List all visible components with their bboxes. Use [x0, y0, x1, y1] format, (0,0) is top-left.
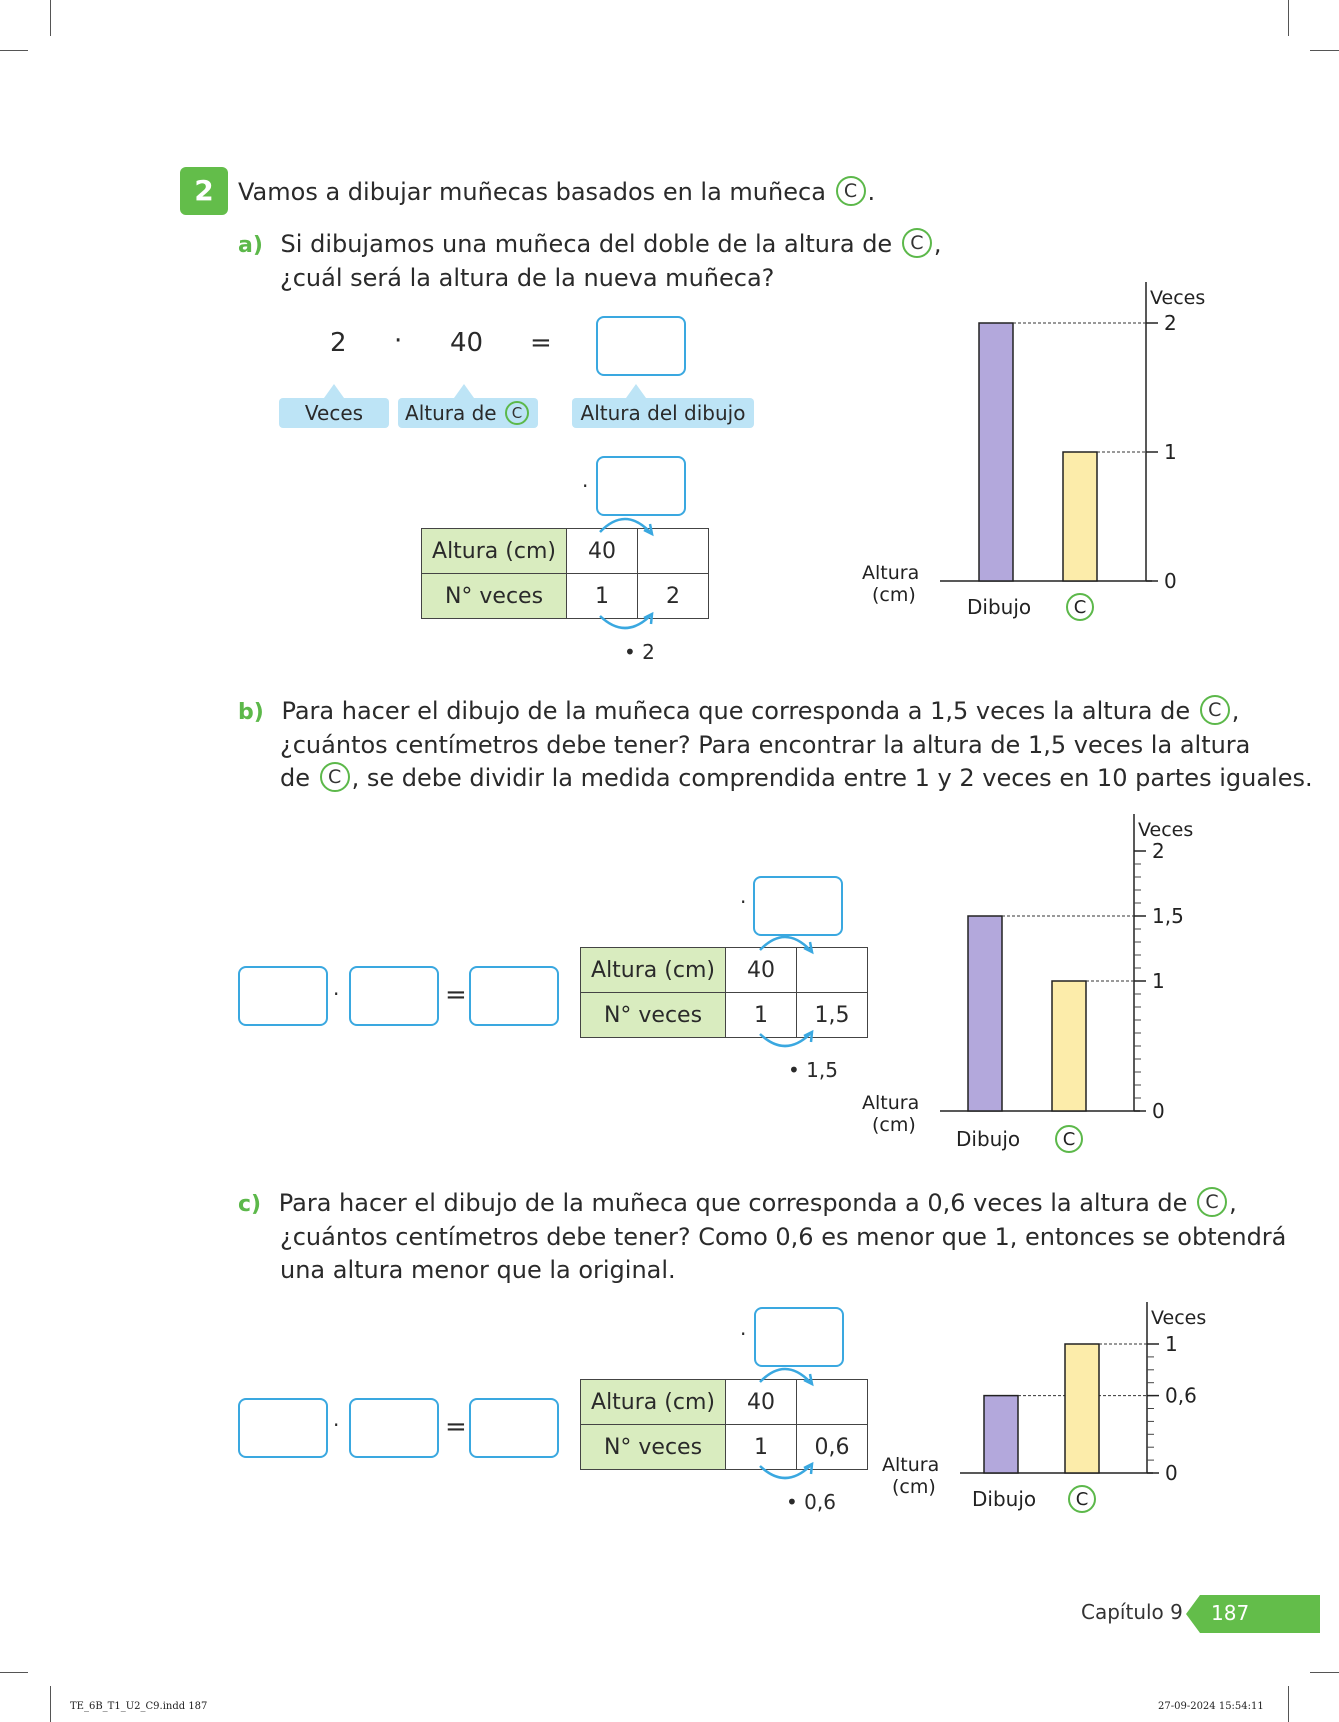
x-axis-label-unit: (cm) [892, 1476, 936, 1498]
factor-label-b: • 1,5 [788, 1058, 838, 1082]
table-cell: 1,5 [797, 993, 868, 1038]
part-b-line1-end: , [1231, 697, 1240, 725]
part-b-letter: b) [238, 700, 264, 725]
tick-label: 0 [1152, 1099, 1165, 1123]
arrow-top [600, 519, 650, 532]
doll-c-symbol: C [320, 762, 350, 792]
part-c-text1: Para hacer el dibujo de la muñeca que corresponda a 0,6 veces la altura de [278, 1189, 1188, 1217]
answer-box-c3[interactable] [469, 1398, 559, 1458]
intro-end: . [867, 178, 876, 206]
y-axis-label: Veces [1151, 1307, 1207, 1329]
answer-box-factor[interactable] [596, 456, 686, 516]
page-number-tab [1186, 1595, 1320, 1633]
category-label-dibujo: Dibujo [956, 1127, 1021, 1151]
arrow-overlay-a [580, 508, 690, 638]
tick-label: 0 [1165, 1461, 1178, 1485]
part-a-line1-end: , [933, 230, 942, 258]
table-header-veces: N° veces [581, 993, 726, 1038]
table-header-altura: Altura (cm) [581, 1380, 726, 1425]
part-b-text1: Para hacer el dibujo de la muñeca que corresponda a 1,5 veces la altura de [281, 697, 1191, 725]
part-a-line2: ¿cuál será la altura de la nueva muñeca? [280, 264, 775, 292]
x-axis-label-altura: Altura [862, 1092, 920, 1114]
part-a-text1: Si dibujamos una muñeca del doble de la altura de [280, 230, 893, 258]
doll-c-symbol: C [1197, 1187, 1227, 1217]
equation-left: 2 [330, 328, 347, 358]
bar-c [1063, 452, 1097, 581]
y-axis-label: Veces [1138, 819, 1194, 841]
x-axis-label-altura: Altura [862, 562, 920, 584]
part-b-line2: ¿cuántos centímetros debe tener? Para encontrar la altura de 1,5 veces la altura [280, 731, 1251, 759]
arrow-bottom [760, 1466, 810, 1478]
answer-box-b1[interactable] [238, 966, 328, 1026]
tick-label: 2 [1152, 839, 1165, 863]
multiply-dot: · [740, 1322, 747, 1346]
crop-mark [0, 50, 28, 51]
part-a-line1 [238, 230, 941, 260]
arrow-top [760, 937, 810, 950]
exercise-number-badge: 2 [180, 167, 228, 215]
y-axis-label: Veces [1150, 287, 1206, 309]
x-axis-label-unit: (cm) [872, 584, 916, 606]
tick-label: 0 [1164, 569, 1177, 593]
answer-box-c2[interactable] [349, 1398, 439, 1458]
intro-text: Vamos a dibujar muñecas basados en la muñeca [238, 178, 826, 206]
crop-mark [50, 1686, 51, 1722]
table-cell: 1 [726, 1425, 797, 1470]
answer-box-result[interactable] [596, 316, 686, 376]
arrow-overlay-c [740, 1358, 850, 1488]
table-cell: 40 [726, 1380, 797, 1425]
multiply-dot: · [740, 890, 747, 914]
tag-altura-de-label: Altura de [405, 401, 497, 425]
part-c-letter: c) [238, 1192, 262, 1217]
table-header-veces: N° veces [422, 574, 567, 619]
doll-c-symbol: C [836, 176, 866, 206]
tick-label: 1 [1165, 1332, 1178, 1356]
crop-mark [1310, 50, 1339, 51]
tick-label: 1 [1152, 969, 1165, 993]
arrow-bottom [760, 1034, 810, 1046]
part-c-line2: ¿cuántos centímetros debe tener? Como 0,6 es menor que 1, entonces se obtendrá [280, 1223, 1287, 1251]
equation-right: 40 [450, 328, 484, 358]
table-cell: 2 [638, 574, 709, 619]
x-axis-label-altura: Altura [882, 1454, 940, 1476]
chapter-label: Capítulo 9 [1081, 1600, 1183, 1624]
equation-equals: = [530, 328, 552, 358]
arrow-top [760, 1369, 810, 1382]
tag-altura-de [398, 398, 538, 428]
crop-mark [1288, 0, 1289, 36]
arrow-bottom [600, 616, 650, 628]
crop-mark [1288, 1686, 1289, 1722]
table-cell: 40 [567, 529, 638, 574]
tick-label: 2 [1164, 311, 1177, 335]
x-axis-label-unit: (cm) [872, 1114, 916, 1136]
part-c-line3: una altura menor que la original. [280, 1256, 676, 1284]
tag-altura-dibujo [572, 398, 754, 428]
part-b-line1 [238, 697, 1239, 727]
part-b-line3-text: , se debe dividir la medida comprendida entre 1 y 2 veces en 10 partes iguales. [351, 764, 1313, 792]
exercise-intro [238, 178, 875, 208]
table-header-altura: Altura (cm) [581, 948, 726, 993]
part-b-line3-start: de [280, 764, 310, 792]
table-header-veces: N° veces [581, 1425, 726, 1470]
category-label-c: C [1073, 597, 1087, 618]
crop-mark [50, 0, 51, 36]
doll-c-symbol: C [505, 401, 529, 425]
crop-mark [0, 1672, 28, 1673]
bar-c [1065, 1344, 1099, 1473]
equation-op: · [394, 326, 403, 356]
equals-sign: = [445, 980, 467, 1010]
chart-a [860, 270, 1220, 630]
print-timestamp: 27-09-2024 15:54:11 [1158, 1701, 1264, 1712]
table-header-altura: Altura (cm) [422, 529, 567, 574]
tick-label: 1,5 [1152, 904, 1184, 928]
factor-label-a: • 2 [624, 640, 655, 664]
tag-altura-dibujo-label: Altura del dibujo [580, 401, 746, 425]
tick-label: 0,6 [1165, 1383, 1197, 1408]
bar-dibujo [984, 1396, 1018, 1473]
part-c-line1 [238, 1189, 1237, 1219]
table-cell: 40 [726, 948, 797, 993]
category-label-dibujo: Dibujo [967, 595, 1032, 619]
equals-sign: = [445, 1412, 467, 1442]
bar-dibujo [979, 323, 1013, 581]
chart-b [860, 808, 1220, 1164]
part-b-line3 [280, 764, 1313, 794]
category-label-c: C [1062, 1129, 1076, 1150]
doll-c-symbol: C [1200, 695, 1230, 725]
answer-box-c1[interactable] [238, 1398, 328, 1458]
part-a-letter: a) [238, 233, 263, 258]
answer-box-b2[interactable] [349, 966, 439, 1026]
file-info: TE_6B_T1_U2_C9.indd 187 [70, 1701, 208, 1712]
multiply-dot: · [333, 1413, 340, 1437]
multiply-dot: · [333, 982, 340, 1006]
chart-c [880, 1298, 1220, 1522]
tag-veces-label: Veces [304, 401, 364, 425]
arrow-overlay-b [740, 926, 850, 1056]
category-label-c: C [1075, 1489, 1089, 1510]
multiply-dot: · [582, 474, 589, 498]
tag-veces [279, 398, 389, 428]
factor-label-c: • 0,6 [786, 1490, 836, 1514]
table-cell: 1 [726, 993, 797, 1038]
table-cell: 0,6 [797, 1425, 868, 1470]
answer-box-b3[interactable] [469, 966, 559, 1026]
tick-label: 1 [1164, 440, 1177, 464]
bar-c [1052, 981, 1086, 1111]
part-c-line1-end: , [1229, 1189, 1237, 1217]
page-number: 187 [1211, 1601, 1250, 1625]
crop-mark [1310, 1672, 1339, 1673]
bar-dibujo [968, 916, 1002, 1111]
category-label-dibujo: Dibujo [972, 1487, 1037, 1511]
table-cell: 1 [567, 574, 638, 619]
doll-c-symbol: C [902, 228, 932, 258]
